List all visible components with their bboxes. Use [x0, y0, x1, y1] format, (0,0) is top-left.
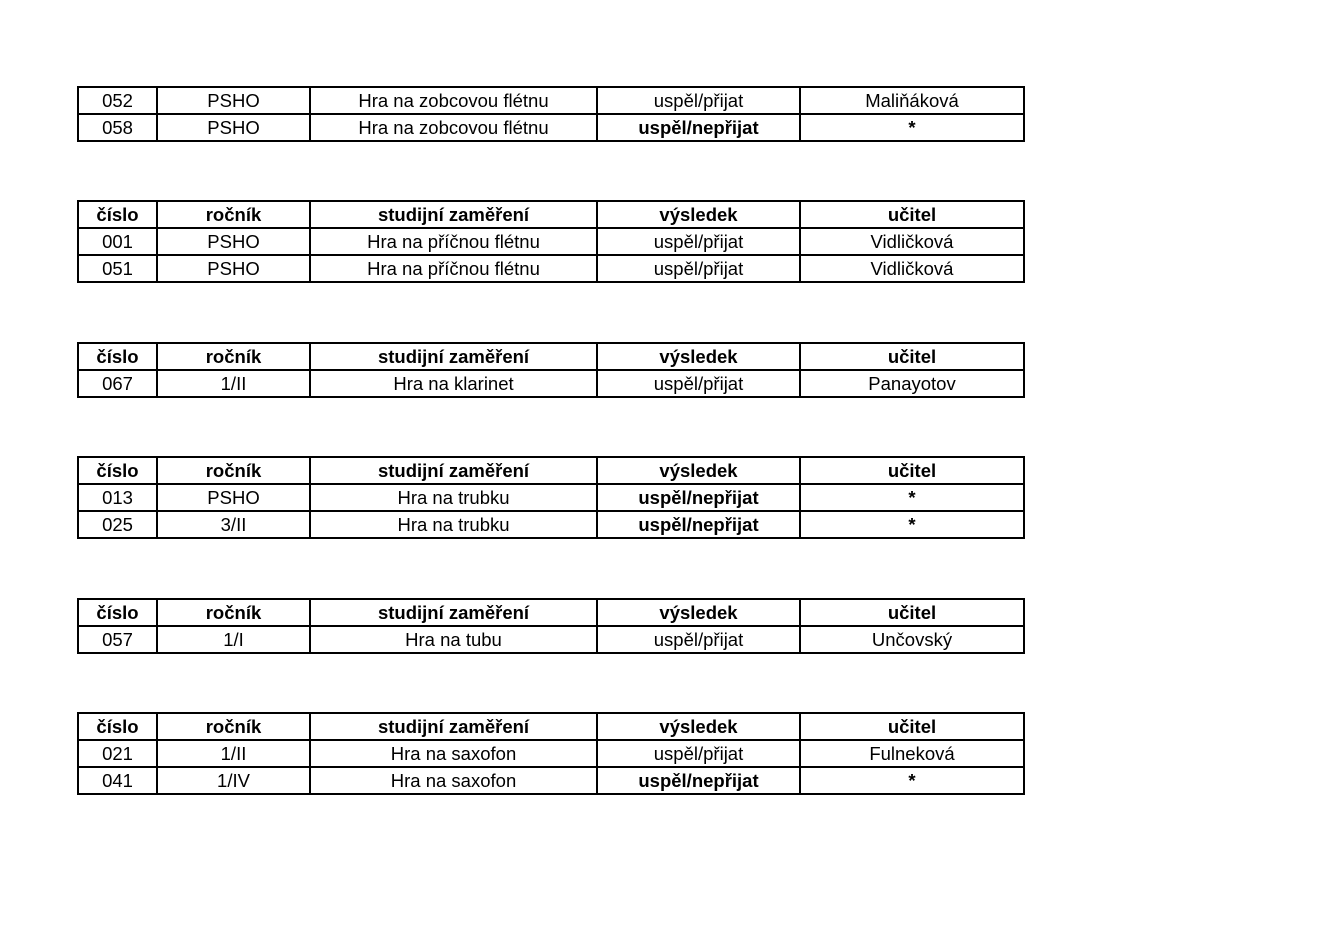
header-ucitel: učitel: [800, 343, 1024, 370]
cell-zamereni: Hra na příčnou flétnu: [310, 255, 597, 282]
header-zamereni: studijní zaměření: [310, 201, 597, 228]
header-vysledek: výsledek: [597, 713, 800, 740]
cell-zamereni: Hra na klarinet: [310, 370, 597, 397]
cell-cislo: 051: [78, 255, 157, 282]
cell-zamereni: Hra na trubku: [310, 484, 597, 511]
cell-cislo: 052: [78, 87, 157, 114]
header-cislo: číslo: [78, 201, 157, 228]
cell-rocnik: PSHO: [157, 228, 310, 255]
header-cislo: číslo: [78, 599, 157, 626]
cell-ucitel: *: [800, 114, 1024, 141]
cell-ucitel: Vidličková: [800, 228, 1024, 255]
cell-ucitel: Maliňáková: [800, 87, 1024, 114]
cell-vysledek: uspěl/přijat: [597, 87, 800, 114]
header-rocnik: ročník: [157, 343, 310, 370]
table-row: [78, 370, 1024, 397]
header-zamereni: studijní zaměření: [310, 599, 597, 626]
cell-vysledek: uspěl/přijat: [597, 740, 800, 767]
header-cislo: číslo: [78, 457, 157, 484]
table-header-row: [78, 599, 1024, 626]
header-rocnik: ročník: [157, 457, 310, 484]
header-rocnik: ročník: [157, 713, 310, 740]
table-row: [78, 87, 1024, 114]
cell-vysledek: uspěl/přijat: [597, 228, 800, 255]
cell-cislo: 057: [78, 626, 157, 653]
cell-vysledek: uspěl/nepřijat: [597, 484, 800, 511]
cell-cislo: 041: [78, 767, 157, 794]
table-header-row: [78, 713, 1024, 740]
cell-ucitel: Unčovský: [800, 626, 1024, 653]
cell-rocnik: 1/II: [157, 370, 310, 397]
cell-zamereni: Hra na trubku: [310, 511, 597, 538]
results-table-tuba: [77, 598, 1025, 654]
cell-rocnik: 1/I: [157, 626, 310, 653]
cell-cislo: 021: [78, 740, 157, 767]
cell-rocnik: 1/IV: [157, 767, 310, 794]
cell-rocnik: 1/II: [157, 740, 310, 767]
cell-cislo: 058: [78, 114, 157, 141]
cell-vysledek: uspěl/nepřijat: [597, 511, 800, 538]
table-header-row: [78, 457, 1024, 484]
header-ucitel: učitel: [800, 713, 1024, 740]
table-row: [78, 626, 1024, 653]
table-row: [78, 767, 1024, 794]
header-ucitel: učitel: [800, 457, 1024, 484]
cell-vysledek: uspěl/nepřijat: [597, 767, 800, 794]
cell-zamereni: Hra na zobcovou flétnu: [310, 114, 597, 141]
cell-ucitel: *: [800, 767, 1024, 794]
cell-vysledek: uspěl/přijat: [597, 255, 800, 282]
table-row: [78, 484, 1024, 511]
cell-rocnik: 3/II: [157, 511, 310, 538]
table-header-row: [78, 201, 1024, 228]
table-header-row: [78, 343, 1024, 370]
header-zamereni: studijní zaměření: [310, 343, 597, 370]
header-vysledek: výsledek: [597, 599, 800, 626]
results-table-recorder: [77, 86, 1025, 142]
header-rocnik: ročník: [157, 201, 310, 228]
cell-vysledek: uspěl/nepřijat: [597, 114, 800, 141]
cell-zamereni: Hra na saxofon: [310, 767, 597, 794]
header-vysledek: výsledek: [597, 343, 800, 370]
cell-zamereni: Hra na příčnou flétnu: [310, 228, 597, 255]
results-table-flute: [77, 200, 1025, 283]
cell-cislo: 067: [78, 370, 157, 397]
results-table-clarinet: [77, 342, 1025, 398]
header-vysledek: výsledek: [597, 201, 800, 228]
cell-cislo: 001: [78, 228, 157, 255]
cell-zamereni: Hra na saxofon: [310, 740, 597, 767]
header-ucitel: učitel: [800, 599, 1024, 626]
cell-ucitel: Panayotov: [800, 370, 1024, 397]
header-zamereni: studijní zaměření: [310, 713, 597, 740]
cell-ucitel: *: [800, 484, 1024, 511]
header-cislo: číslo: [78, 713, 157, 740]
cell-cislo: 025: [78, 511, 157, 538]
cell-vysledek: uspěl/přijat: [597, 626, 800, 653]
results-table-saxophone: [77, 712, 1025, 795]
results-table-trumpet: [77, 456, 1025, 539]
cell-rocnik: PSHO: [157, 114, 310, 141]
header-zamereni: studijní zaměření: [310, 457, 597, 484]
table-row: [78, 511, 1024, 538]
cell-rocnik: PSHO: [157, 255, 310, 282]
cell-ucitel: Fulneková: [800, 740, 1024, 767]
table-row: [78, 255, 1024, 282]
cell-zamereni: Hra na zobcovou flétnu: [310, 87, 597, 114]
header-rocnik: ročník: [157, 599, 310, 626]
cell-cislo: 013: [78, 484, 157, 511]
table-row: [78, 740, 1024, 767]
header-vysledek: výsledek: [597, 457, 800, 484]
cell-ucitel: Vidličková: [800, 255, 1024, 282]
cell-ucitel: *: [800, 511, 1024, 538]
header-cislo: číslo: [78, 343, 157, 370]
header-ucitel: učitel: [800, 201, 1024, 228]
cell-rocnik: PSHO: [157, 87, 310, 114]
cell-zamereni: Hra na tubu: [310, 626, 597, 653]
cell-vysledek: uspěl/přijat: [597, 370, 800, 397]
cell-rocnik: PSHO: [157, 484, 310, 511]
table-row: [78, 228, 1024, 255]
table-row: [78, 114, 1024, 141]
